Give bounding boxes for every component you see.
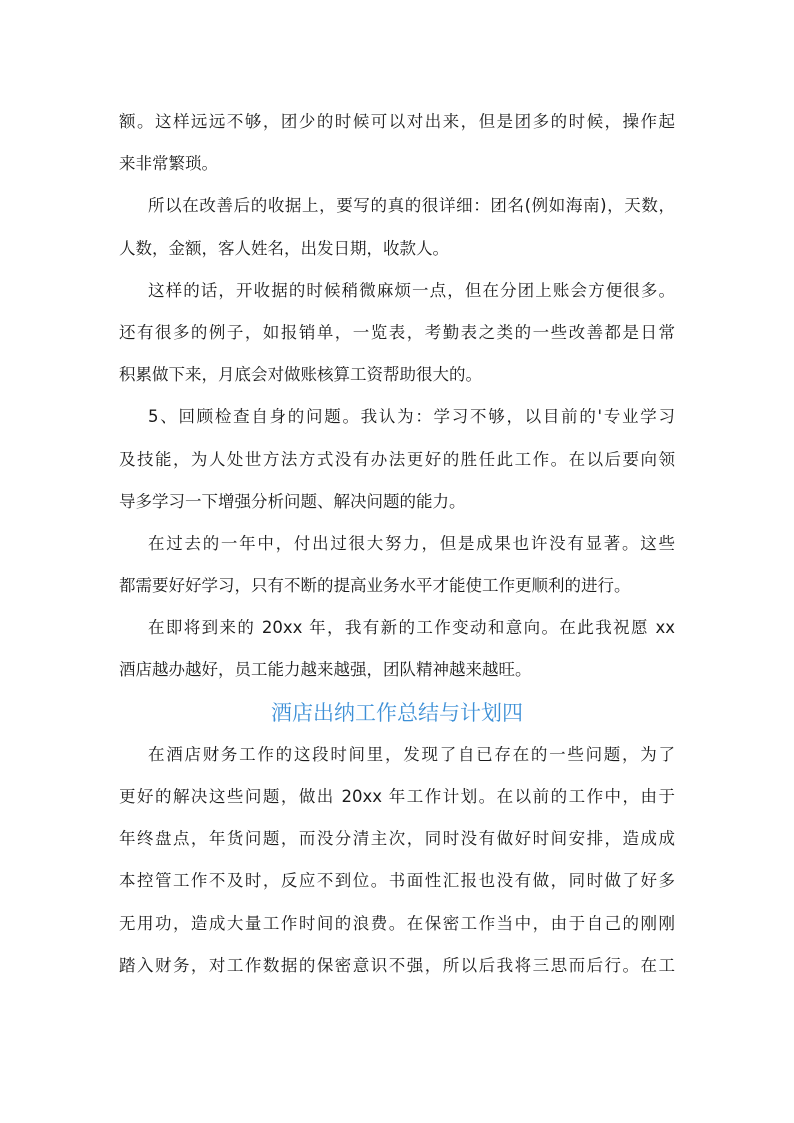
paragraph [119,270,675,397]
paragraph [119,396,675,523]
text-line: 年终盘点，年货问题，而没分清主次，同时没有做好时间安排，造成成 [119,829,675,849]
text-line: 更好的解决这些问题，做出 20xx 年工作计划。在以前的工作中，由于 [119,787,675,806]
text-line: 来非常繁琐。 [119,154,218,174]
text-line: 及技能，为人处世方法方式没有办法更好的胜任此工作。在以后要向领 [119,449,675,469]
text-line: 还有很多的例子，如报销单，一览表，考勤表之类的一些改善都是日常 [119,322,675,342]
paragraph [119,185,675,269]
section-heading: 酒店出纳工作总结与计划四 [271,700,523,725]
text-line: 在即将到来的 20xx 年，我有新的工作变动和意向。在此我祝愿 xx [148,618,675,638]
text-line: 这样的话，开收据的时候稍微麻烦一点，但在分团上账会方便很多。 [148,280,675,300]
paragraph [119,734,675,987]
text-line: 积累做下来，月底会对做账核算工资帮助很大的。 [119,365,482,385]
text-line: 5、回顾检查自身的问题。我认为：学习不够，以目前的'专业学习 [148,407,675,427]
text-line: 额。这样远远不够，团少的时候可以对出来，但是团多的时候，操作起 [119,112,675,131]
paragraph [119,523,675,607]
text-line: 所以在改善后的收据上，要写的真的很详细：团名(例如海南)，天数， [148,196,675,216]
paragraph-continued [119,101,675,185]
text-line: 在过去的一年中，付出过很大努力，但是成果也许没有显著。这些 [148,533,675,553]
text-line: 本控管工作不及时，反应不到位。书面性汇报也没有做，同时做了好多 [119,871,675,891]
text-line: 酒店越办越好，员工能力越来越强，团队精神越来越旺。 [119,660,532,680]
paragraph [119,607,675,691]
text-line: 都需要好好学习，只有不断的提高业务水平才能使工作更顺利的进行。 [119,576,631,596]
text-line: 在酒店财务工作的这段时间里，发现了自已存在的一些问题，为了 [148,744,675,764]
text-line: 无用功，造成大量工作时间的浪费。在保密工作当中，由于自己的刚刚 [119,913,675,933]
document-page [119,101,675,987]
text-line: 踏入财务，对工作数据的保密意识不强，所以后我将三思而后行。在工 [119,955,675,975]
text-line: 人数，金额，客人姓名，出发日期，收款人。 [119,238,449,258]
text-line: 导多学习一下增强分析问题、解决问题的能力。 [119,491,466,511]
